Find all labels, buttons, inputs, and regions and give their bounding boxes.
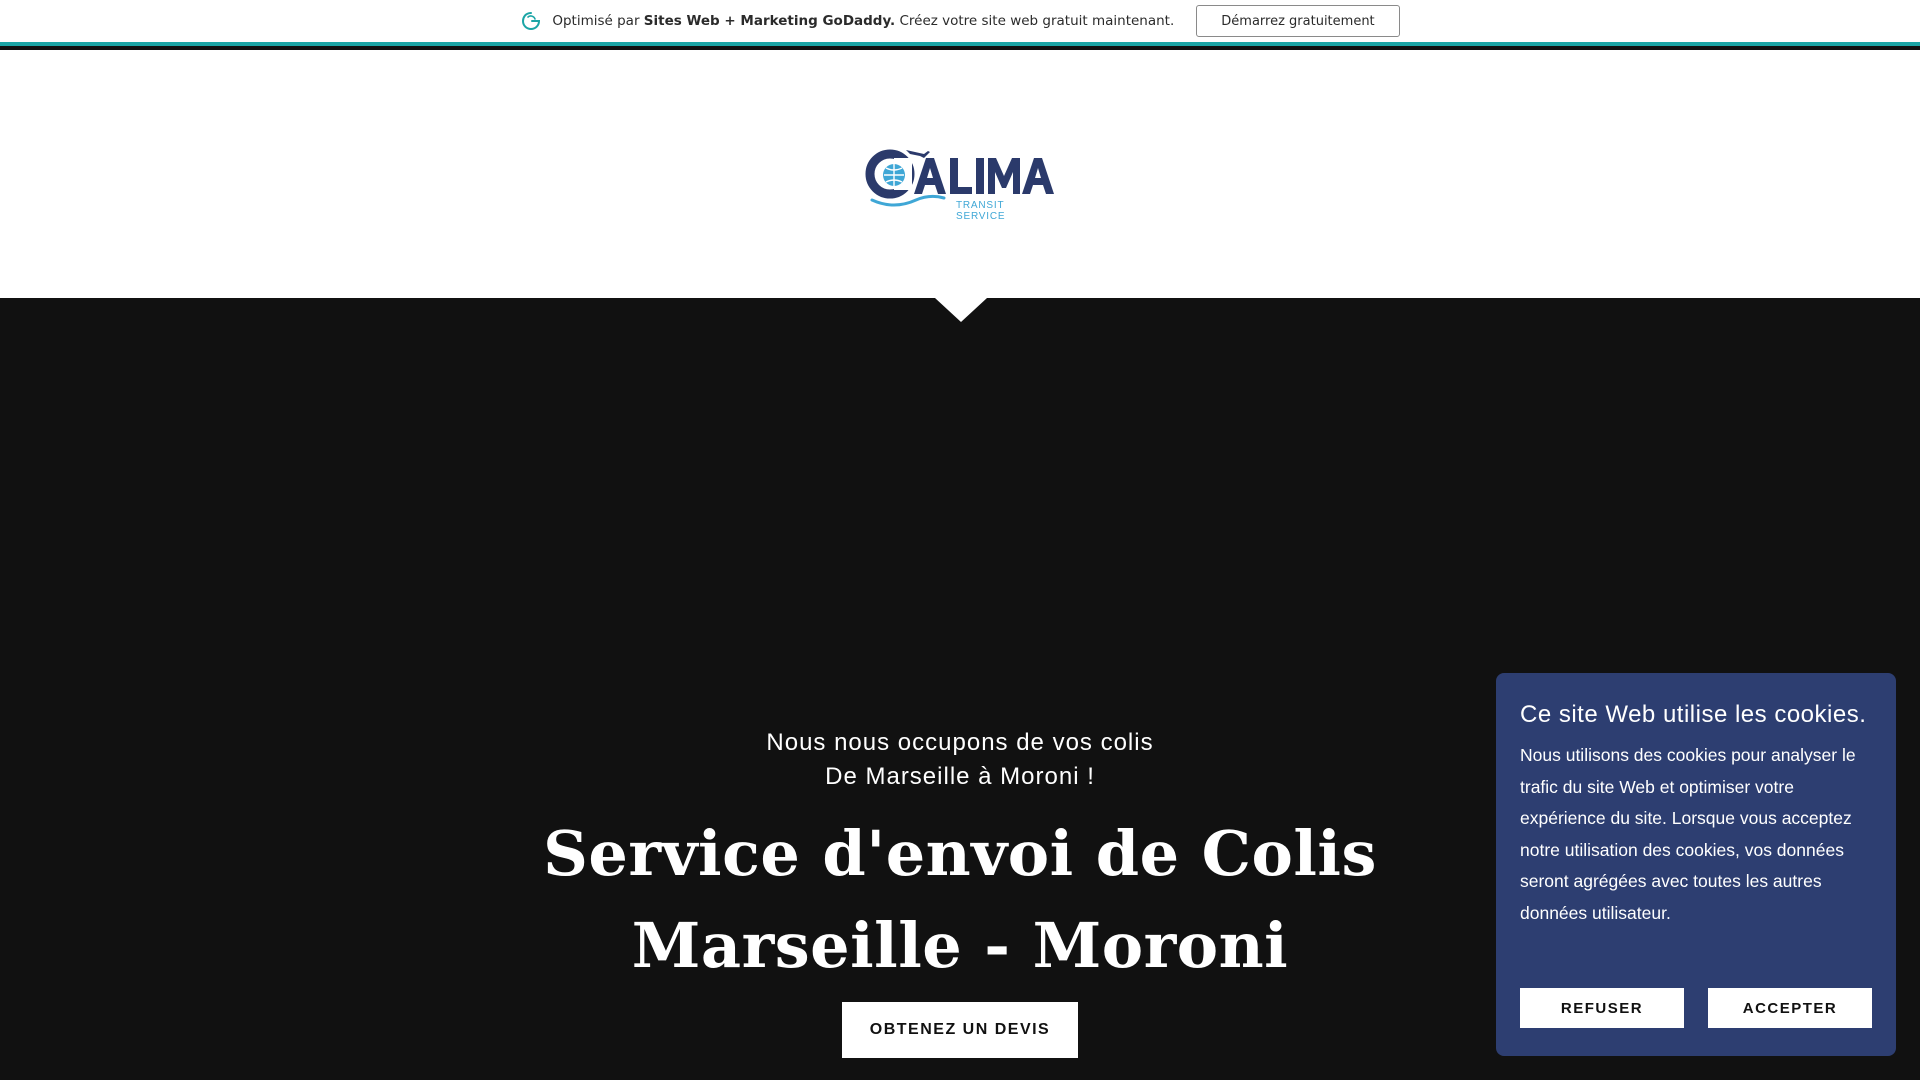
cookie-body: Nous utilisons des cookies pour analyser le trafic du site Web et optimiser votre expérience du site. Lorsque vous acceptez notre utilisation des cookies, vos données seront agrégées avec toutes les autres données utilisateur.	[1520, 745, 1856, 923]
hero-title-line2: Marseille - Moroni	[631, 909, 1289, 982]
get-quote-button[interactable]: OBTENEZ UN DEVIS	[842, 1002, 1078, 1058]
cookie-actions	[1520, 988, 1872, 1028]
cookie-banner	[1496, 673, 1896, 1056]
calima-logo[interactable]	[864, 144, 1054, 222]
site-header	[0, 50, 1920, 298]
accept-cookies-button[interactable]: ACCEPTER	[1708, 988, 1872, 1028]
promo-suffix: Créez votre site web gratuit maintenant.	[899, 13, 1175, 29]
refuse-cookies-button[interactable]: REFUSER	[1520, 988, 1684, 1028]
promo-text	[552, 13, 1174, 29]
hero-title-line1: Service d'envoi de Colis	[543, 817, 1377, 890]
promo-prefix: Optimisé par	[552, 13, 640, 29]
hero-subtitle-line2: De Marseille à Moroni !	[825, 763, 1095, 790]
promo-bar	[0, 0, 1920, 46]
start-free-button[interactable]: Démarrez gratuitement	[1196, 5, 1399, 37]
cookie-title: Ce site Web utilise les cookies.	[1520, 701, 1867, 728]
logo-tagline: TRANSIT SERVICE	[956, 200, 1006, 222]
promo-brand-link[interactable]: Sites Web + Marketing GoDaddy.	[643, 13, 896, 29]
hero-subtitle-line1: Nous nous occupons de vos colis	[766, 729, 1154, 756]
godaddy-logo-icon	[520, 10, 542, 32]
header-pointer	[935, 298, 987, 322]
